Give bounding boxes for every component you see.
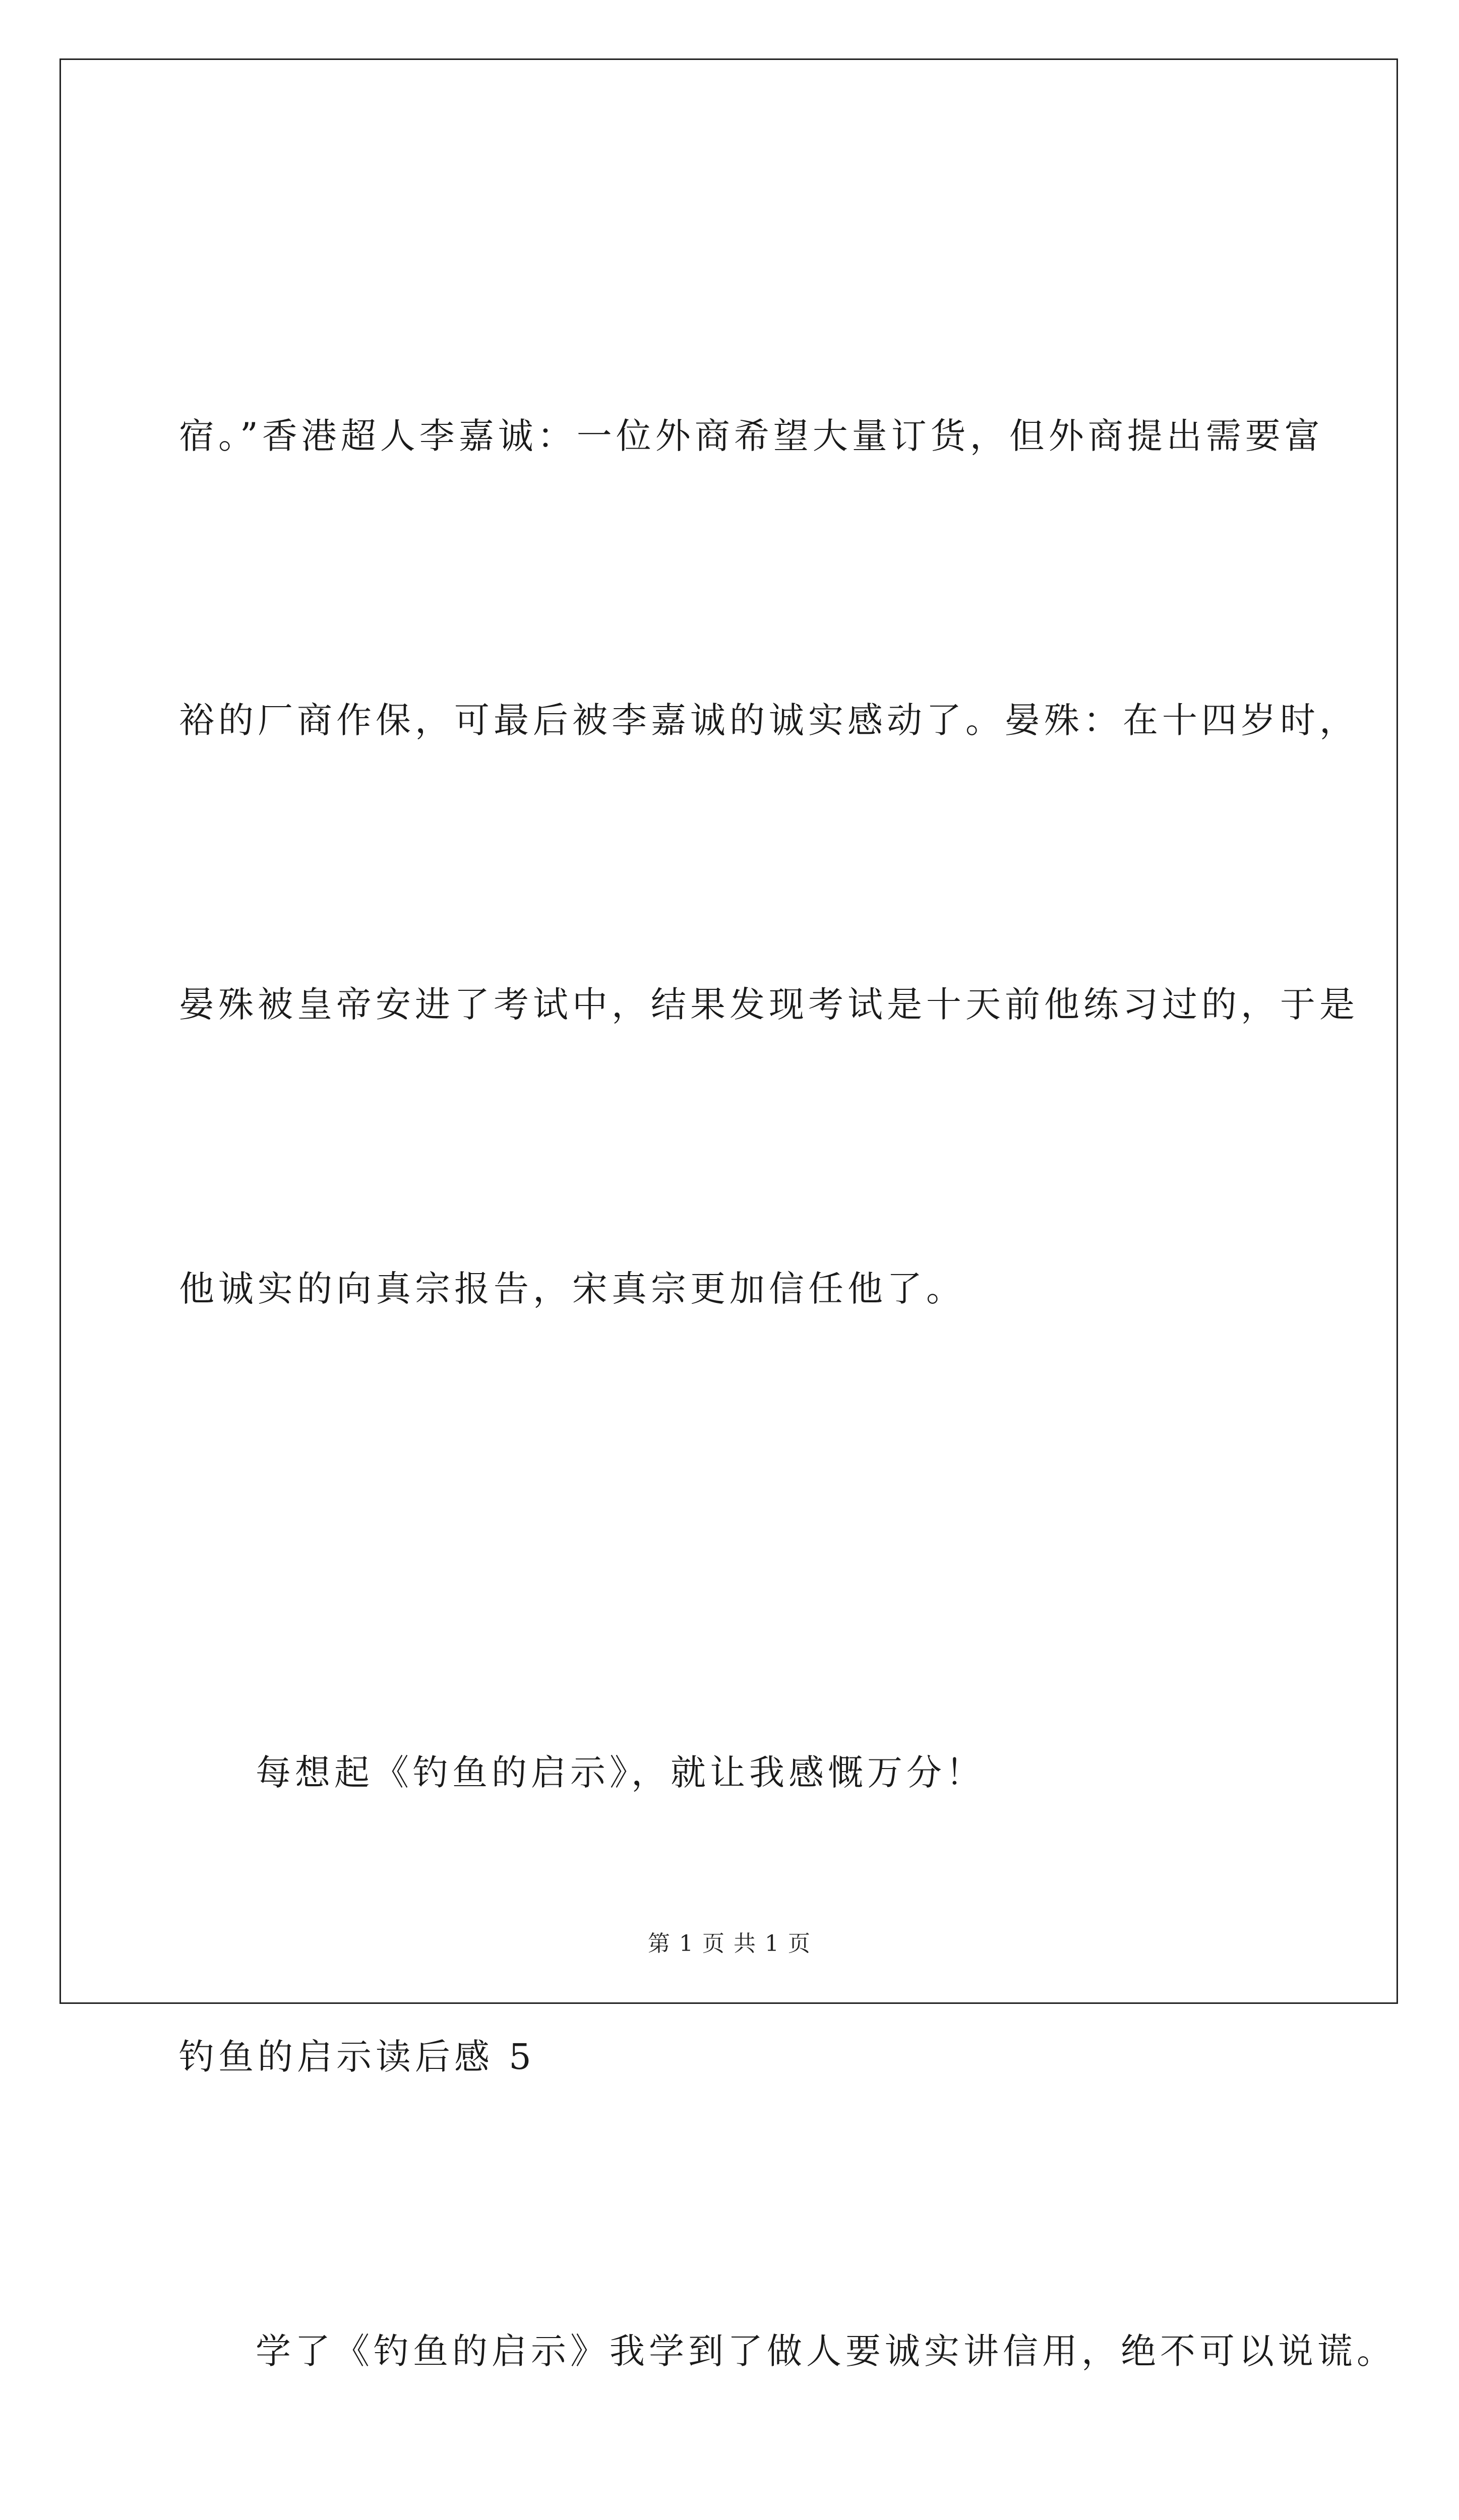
document-body — [179, 199, 1396, 2520]
text-line: 学了《钓鱼的启示》我学到了做人要诚实讲信用，绝不可以说谎。 — [256, 2330, 1396, 2372]
text-line: 晏殊被皇帝安进了考试中，结果发现考试是十天前他练习过的，于是 — [179, 984, 1359, 1025]
section-heading: 钓鱼的启示读后感 5 — [179, 2036, 535, 2077]
paragraph-gap — [179, 2104, 1283, 2114]
paragraph-intro — [179, 2114, 1396, 2520]
page-number-footer: 第 1 页 共 1 页 — [648, 1931, 811, 1957]
paragraph-gap — [179, 1526, 1283, 1536]
text-line: 裕的厂商作保，可最后被李嘉诚的诚实感动了。晏殊：在十四岁时， — [179, 700, 1359, 741]
paragraph-continuation — [179, 199, 1359, 1526]
text-line: 每想起《钓鱼的启示》，就让我感慨万分！ — [256, 1752, 985, 1793]
text-line: 宿。”香港超人李嘉诚：一位外商希望大量订货，但外商提出需要富 — [179, 415, 1324, 457]
text-line: 他诚实的向真宗报告，宋真宗更加信任他了。 — [179, 1268, 965, 1309]
